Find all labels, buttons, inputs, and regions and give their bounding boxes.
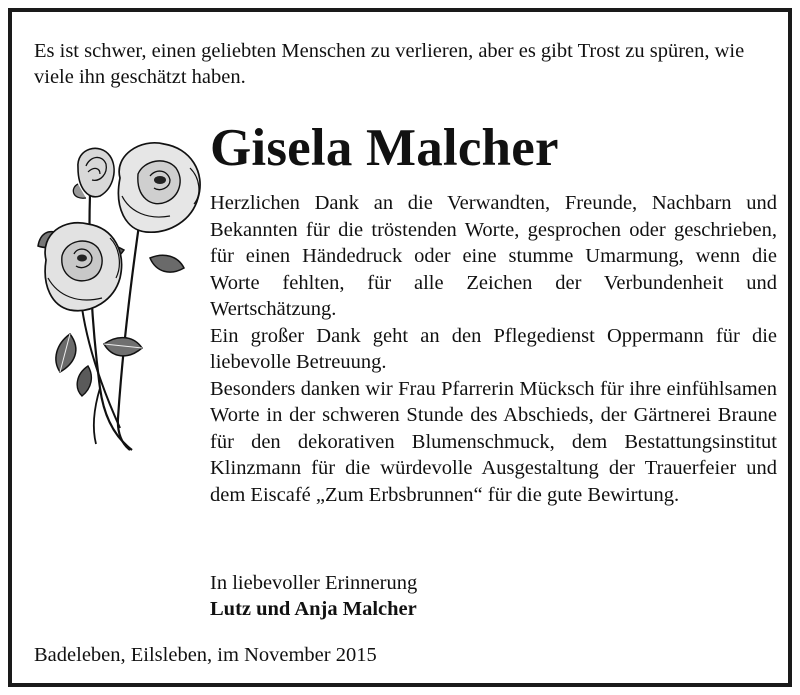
thanks-text [210, 190, 777, 508]
closing-block [210, 570, 417, 622]
thanks-paragraph: Herzlichen Dank an die Verwandten, Freunde, Nachbarn und Bekannten für die tröstenden Worte, gesprochen oder geschrieben, für einen Händedruck oder eine stumme Umarmung, wenn die Worte fehlten, für alle Zeichen der Verbundenheit und Wertschätzung. [210, 192, 777, 320]
thanks-paragraph: Besonders danken wir Frau Pfarrerin Mücksch für ihre einfühlsamen Worte in der schweren Stunde des Abschieds, der Gärtnerei Braune für den dekorativen Blumenschmuck, dem Bestattungsinstitut Klinzmann für die würdevolle Ausgestaltung der Trauerfeier und dem Eiscafé „Zum Erbsbrunnen“ für die gute Bewirtung. [210, 377, 777, 506]
place-date: Badeleben, Eilsleben, im November 2015 [34, 644, 377, 666]
signature: Lutz und Anja Malcher [210, 598, 417, 620]
intro-quote: Es ist schwer, einen geliebten Menschen zu verlieren, aber es gibt Trost zu spüren, wie viele ihn geschätzt haben. [34, 40, 745, 88]
closing-line: In liebevoller Erinnerung [210, 572, 418, 594]
notice-frame [8, 8, 792, 687]
deceased-name: Gisela Malcher [210, 119, 559, 177]
thanks-paragraph: Ein großer Dank geht an den Pflegedienst Oppermann für die liebevolle Betreuung. [210, 324, 777, 373]
roses-icon [30, 138, 206, 454]
